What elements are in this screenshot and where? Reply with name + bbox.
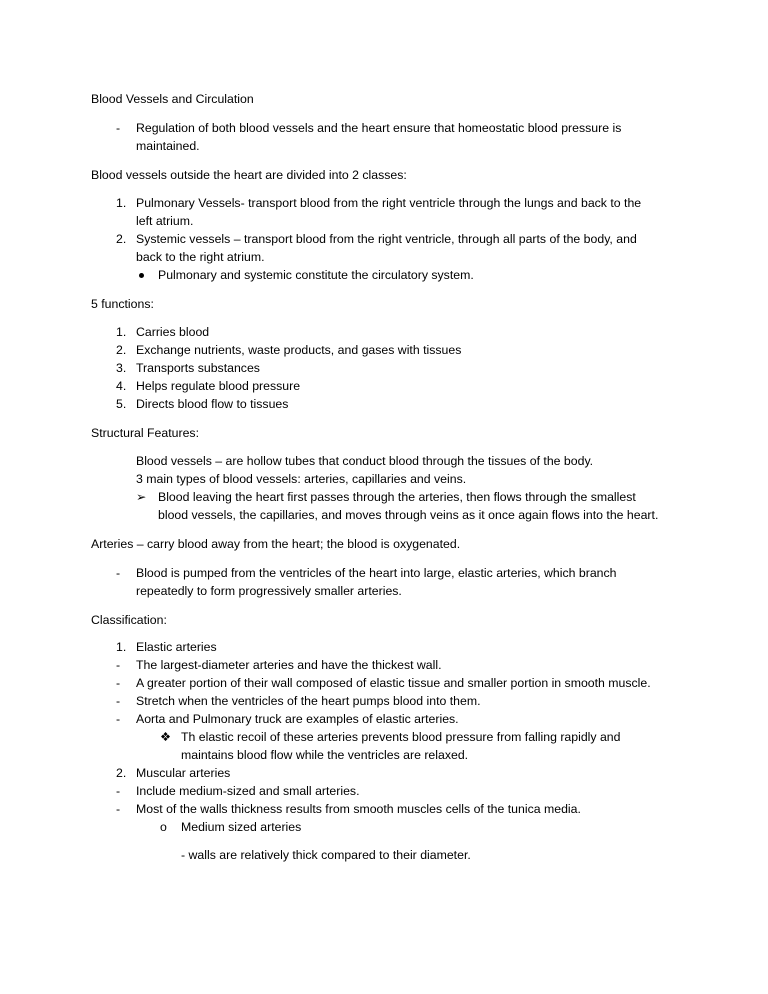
elastic-item-4: Aorta and Pulmonary truck are examples of elastic arteries. — [136, 712, 459, 726]
function-5-text: Directs blood flow to tissues — [136, 397, 289, 411]
bullet-dot-icon — [139, 273, 144, 278]
muscular-item-2: Most of the walls thickness results from smooth muscles cells of the tunica media. — [136, 802, 581, 816]
function-2-text: Exchange nutrients, waste products, and gases with tissues — [136, 343, 462, 357]
elastic-item-1: The largest-diameter arteries and have the thickest wall. — [136, 658, 442, 672]
doc-title: Blood Vessels and Circulation — [91, 92, 254, 106]
classes-note: Pulmonary and systemic constitute the circulatory system. — [158, 268, 474, 282]
arrow-bullet-icon: ➢ — [136, 490, 147, 504]
function-4-number: 4. — [116, 379, 127, 393]
muscular-circle-text: Medium sized arteries — [181, 820, 302, 834]
classes-heading: Blood vessels outside the heart are divided into 2 classes: — [91, 168, 407, 182]
function-5-number: 5. — [116, 397, 127, 411]
muscular-title: Muscular arteries — [136, 766, 231, 780]
elastic-diamond-line-1: Th elastic recoil of these arteries prevents blood pressure from falling rapidly and — [181, 730, 621, 744]
arteries-dash: - — [116, 566, 121, 580]
muscular-dash-1: - — [116, 784, 121, 798]
structural-line-1: Blood vessels – are hollow tubes that conduct blood through the tissues of the body. — [136, 454, 594, 468]
classification-heading: Classification: — [91, 613, 167, 627]
diamond-bullet-icon: ❖ — [160, 730, 172, 744]
structural-heading: Structural Features: — [91, 426, 199, 440]
elastic-number: 1. — [116, 640, 127, 654]
functions-heading: 5 functions: — [91, 297, 154, 311]
arteries-heading: Arteries – carry blood away from the heart; the blood is oxygenated. — [91, 537, 461, 551]
elastic-dash-1: - — [116, 658, 121, 672]
arteries-line-2: repeatedly to form progressively smaller arteries. — [136, 584, 402, 598]
class-1-line-2: left atrium. — [136, 214, 194, 228]
function-4-text: Helps regulate blood pressure — [136, 379, 301, 393]
class-2-number: 2. — [116, 232, 127, 246]
structural-line-2: 3 main types of blood vessels: arteries, capillaries and veins. — [136, 472, 467, 486]
function-2-number: 2. — [116, 343, 127, 357]
elastic-dash-2: - — [116, 676, 121, 690]
elastic-diamond-line-2: maintains blood flow while the ventricles are relaxed. — [181, 748, 469, 762]
muscular-sub-text: - walls are relatively thick compared to their diameter. — [181, 848, 471, 862]
function-3-number: 3. — [116, 361, 127, 375]
elastic-item-2: A greater portion of their wall composed of elastic tissue and smaller portion in smooth muscle. — [136, 676, 651, 690]
elastic-title: Elastic arteries — [136, 640, 217, 654]
muscular-dash-2: - — [116, 802, 121, 816]
muscular-number: 2. — [116, 766, 127, 780]
class-1-line-1: Pulmonary Vessels- transport blood from the right ventricle through the lungs and back to the — [136, 196, 642, 210]
function-3-text: Transports substances — [136, 361, 260, 375]
elastic-dash-4: - — [116, 712, 121, 726]
elastic-item-3: Stretch when the ventricles of the heart pumps blood into them. — [136, 694, 481, 708]
circle-bullet-icon: o — [160, 820, 167, 834]
function-1-number: 1. — [116, 325, 127, 339]
class-2-line-2: back to the right atrium. — [136, 250, 265, 264]
muscular-item-1: Include medium-sized and small arteries. — [136, 784, 360, 798]
arteries-line-1: Blood is pumped from the ventricles of the heart into large, elastic arteries, which branch — [136, 566, 617, 580]
elastic-dash-3: - — [116, 694, 121, 708]
function-1-text: Carries blood — [136, 325, 210, 339]
class-1-number: 1. — [116, 196, 127, 210]
intro-line-2: maintained. — [136, 139, 200, 153]
class-2-line-1: Systemic vessels – transport blood from the right ventricle, through all parts of the body, and — [136, 232, 637, 246]
structural-arrow-line-2: blood vessels, the capillaries, and moves through veins as it once again flows into the heart. — [158, 508, 659, 522]
structural-arrow-line-1: Blood leaving the heart first passes through the arteries, then flows through the smallest — [158, 490, 636, 504]
intro-dash: - — [116, 121, 121, 135]
intro-line-1: Regulation of both blood vessels and the heart ensure that homeostatic blood pressure is — [136, 121, 622, 135]
